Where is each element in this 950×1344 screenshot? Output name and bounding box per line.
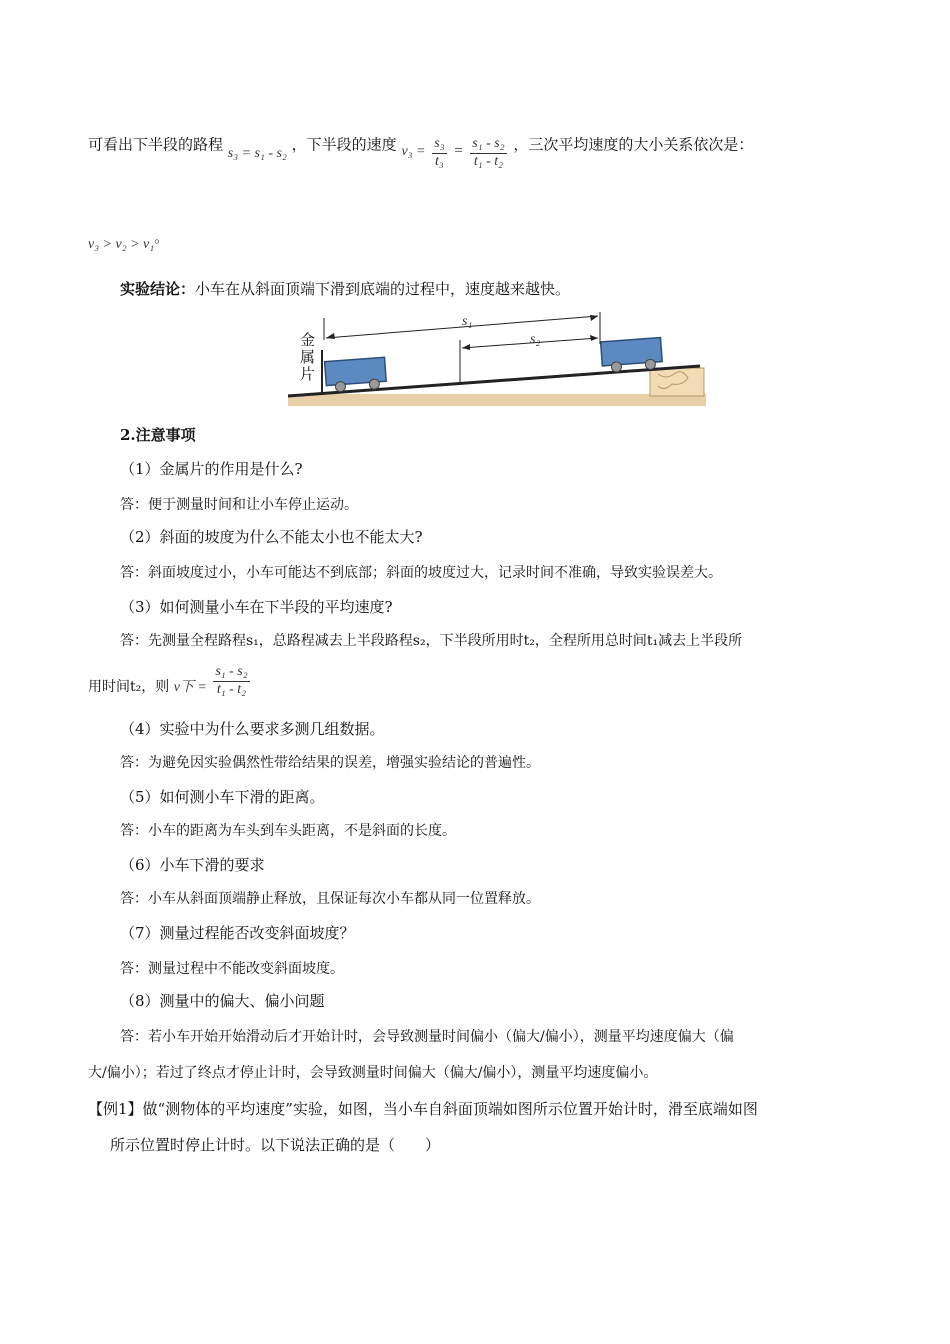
section-title-notes: 2.注意事项 [120, 426, 196, 444]
answer-3: 答：先测量全程路程s₁，总路程减去上半段路程s₂，下半段所用时t₂，全程所用总时间t₁减去上半段所 [120, 633, 743, 649]
s2-arrow-head-right [590, 335, 598, 341]
s2-label: s₂ [530, 332, 541, 347]
cart-wheel [335, 381, 346, 392]
cart-bottom [325, 357, 387, 392]
fraction-denominator: t₁ - t₂ [473, 153, 503, 169]
answer-7: 答：测量过程中不能改变斜面坡度。 [120, 961, 344, 977]
fraction-numerator: s₁ - s₂ [213, 664, 249, 682]
para1-text1: 可看出下半段的路程 [88, 135, 224, 154]
cart-wheel [611, 362, 622, 373]
question-1: （1）金属片的作用是什么? [120, 460, 303, 478]
question-3: （3）如何测量小车在下半段的平均速度? [120, 598, 393, 616]
example-1-line2: 所示位置时停止计时。以下说法正确的是（ ） [110, 1136, 441, 1154]
fraction-denominator: t₃ [435, 153, 444, 169]
answer-3-text: 用时间t₂，则 [88, 679, 170, 696]
fraction-denominator: t₁ - t₂ [216, 681, 247, 697]
experiment-conclusion [120, 278, 570, 299]
answer-1: 答：便于测量时间和让小车停止运动。 [120, 497, 358, 513]
formula-s3: s₃ = s₁ - s₂ [227, 146, 287, 162]
metal-sheet-label: 金属片 [300, 331, 316, 383]
fraction-numerator: s₃ [432, 136, 446, 154]
question-5: （5）如何测小车下滑的距离。 [120, 788, 325, 806]
answer-6: 答：小车从斜面顶端静止释放，且保证每次小车都从同一位置释放。 [120, 891, 540, 907]
cart-wheel [645, 359, 656, 370]
period: 。 [154, 228, 170, 246]
para1-text2: ，下半段的速度 [291, 135, 397, 154]
s1-arrow-head-left [326, 333, 335, 339]
question-8: （8）测量中的偏大、偏小问题 [120, 992, 325, 1010]
incline-cart-figure [288, 310, 718, 410]
fraction-numerator: s₁ - s₂ [470, 136, 506, 154]
question-4: （4）实验中为什么要求多测几组数据。 [120, 720, 385, 738]
answer-2: 答：斜面坡度过小，小车可能达不到底部；斜面的坡度过大，记录时间不准确，导致实验误差大。 [120, 565, 722, 581]
answer-3-continued [88, 664, 252, 699]
paragraph-speed-relation [88, 228, 170, 253]
answer-8: 答：若小车开始开始滑动后才开始计时，会导致测量时间偏小（偏大/偏小），测量平均速度偏大（偏 [120, 1029, 734, 1045]
s2-arrow-head-left [462, 344, 470, 350]
answer-5: 答：小车的距离为车头到车头距离，不是斜面的长度。 [120, 823, 456, 839]
fraction-v-lower [213, 664, 249, 699]
formula-v3-lhs: v₃ = [401, 144, 426, 160]
paragraph-lower-half-speed [88, 128, 754, 169]
question-6: （6）小车下滑的要求 [120, 856, 265, 874]
equals-sign: = [453, 143, 464, 160]
s1-arrow-head-right [590, 315, 598, 321]
fraction-s-diff-t-diff [470, 136, 506, 171]
conclusion-label: 实验结论： [120, 280, 196, 298]
ground [288, 394, 706, 406]
s1-label: s₁ [462, 314, 473, 329]
answer-4: 答：为避免因实验偶然性带给结果的误差，增强实验结论的普遍性。 [120, 755, 540, 771]
example-1-line1: 【例1】做“测物体的平均速度”实验，如图，当小车自斜面顶端如图所示位置开始计时，滑至底端如图 [88, 1100, 758, 1118]
fraction-s3-t3 [432, 136, 446, 171]
conclusion-text: 小车在从斜面顶端下滑到底端的过程中，速度越来越快。 [195, 280, 571, 298]
cart-wheel [369, 379, 380, 390]
question-7: （7）测量过程能否改变斜面坡度？ [120, 924, 355, 942]
formula-v-lower-lhs: v下 = [173, 680, 207, 696]
incline-diagram [288, 310, 718, 410]
question-2: （2）斜面的坡度为什么不能太小也不能太大? [120, 528, 423, 546]
cart-top [601, 338, 663, 373]
formula-relation: v₃ > v₂ > v₁ [88, 237, 155, 252]
answer-8-continued: 大/偏小）；若过了终点才停止计时，会导致测量时间偏大（偏大/偏小），测量平均速度偏小。 [88, 1065, 658, 1081]
para1-text3: ，三次平均速度的大小关系依次是： [513, 135, 754, 154]
